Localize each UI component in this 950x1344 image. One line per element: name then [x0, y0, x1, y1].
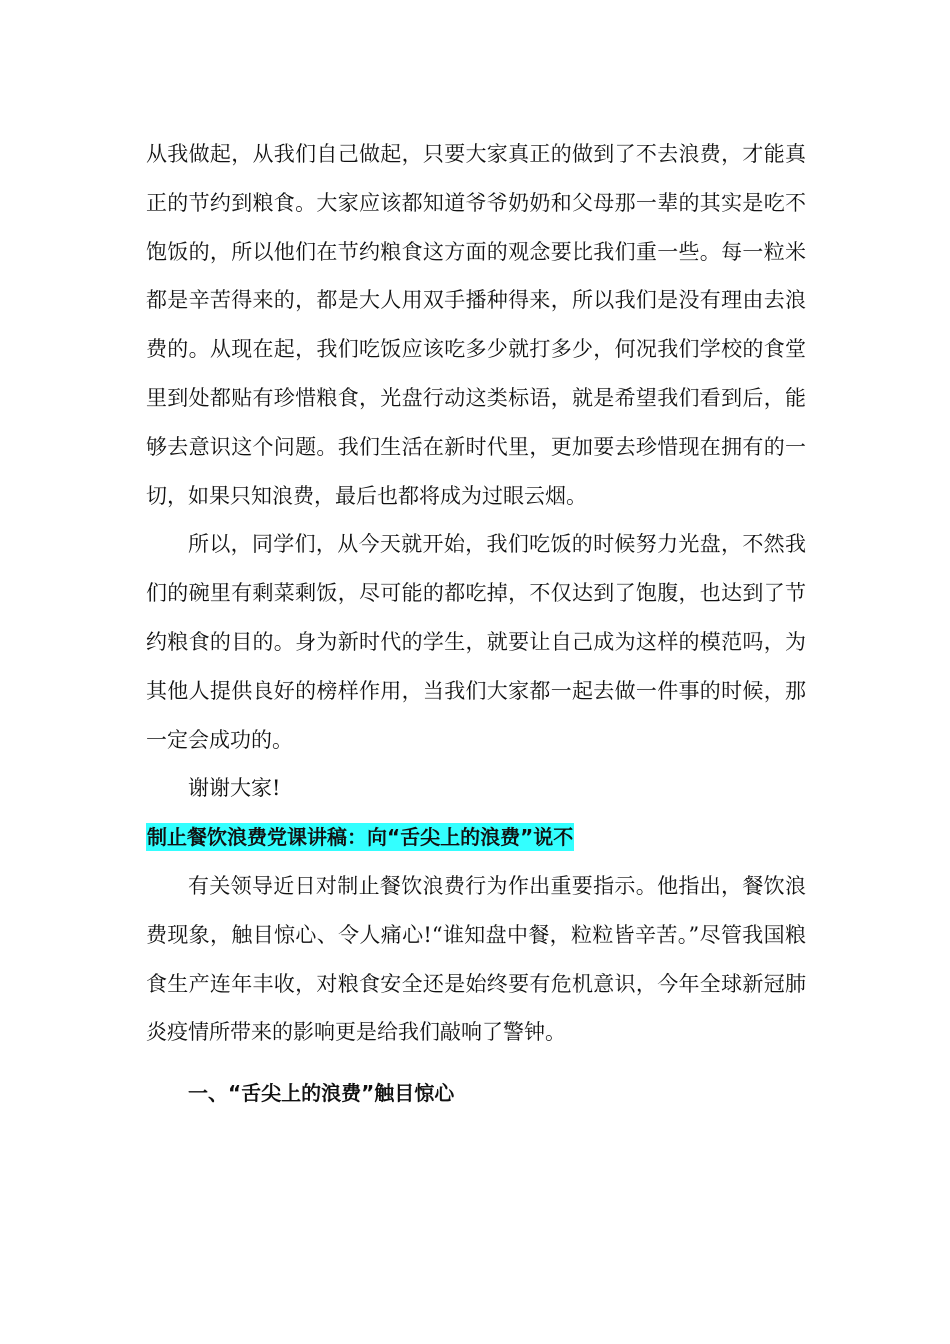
document-body	[146, 130, 806, 1121]
heading-container	[146, 813, 806, 862]
paragraph-thanks: 谢谢大家!	[188, 776, 281, 801]
section-title: 一、“舌尖上的浪费”触目惊心	[188, 1081, 455, 1106]
paragraph-continuation: 从我做起，从我们自己做起，只要大家真正的做到了不去浪费，才能真正的节约到粮食。大家应该都知道爷爷奶奶和父母那一辈的其实是吃不饱饭的，所以他们在节约粮食这方面的观念要比我们重一些。每一粒米都是辛苦得来的，都是大人用双手播种得来，所以我们是没有理由去浪费的。从现在起，我们吃饭应该吃多少就打多少，何况我们学校的食堂里到处都贴有珍惜粮食，光盘行动这类标语，就是希望我们看到后，能够去意识这个问题。我们生活在新时代里，更加要去珍惜现在拥有的一切，如果只知浪费，最后也都将成为过眼云烟。	[146, 142, 806, 508]
highlighted-heading: 制止餐饮浪费党课讲稿：向“舌尖上的浪费”说不	[147, 825, 574, 850]
paragraph-call-to-action: 所以，同学们，从今天就开始，我们吃饭的时候努力光盘，不然我们的碗里有剩菜剩饭，尽可能的都吃掉，不仅达到了饱腹，也达到了节约粮食的目的。身为新时代的学生，就要让自己成为这样的模范吗，为其他人提供良好的榜样作用，当我们大家都一起去做一件事的时候，那一定会成功的。	[146, 532, 806, 752]
paragraph-intro: 有关领导近日对制止餐饮浪费行为作出重要指示。他指出，餐饮浪费现象，触目惊心、令人痛心!“谁知盘中餐，粒粒皆辛苦。”尽管我国粮食生产连年丰收，对粮食安全还是始终要有危机意识，今年全球新冠肺炎疫情所带来的影响更是给我们敲响了警钟。	[146, 873, 806, 1045]
